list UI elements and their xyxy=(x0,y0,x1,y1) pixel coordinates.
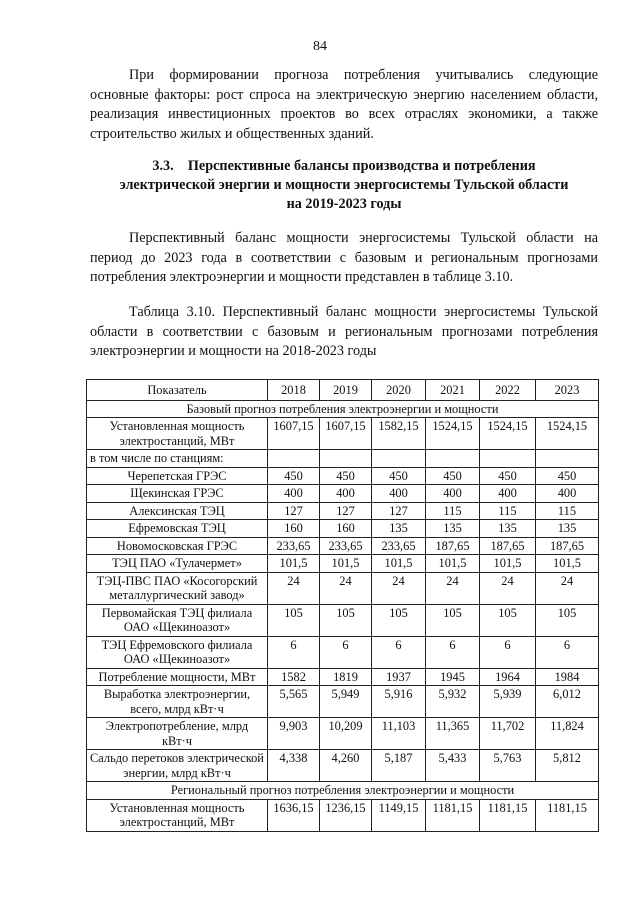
cell-value xyxy=(426,450,480,468)
cell-value: 127 xyxy=(268,502,320,520)
cell-value: 1964 xyxy=(480,668,536,686)
cell-value: 11,365 xyxy=(426,718,480,750)
cell-value: 4,338 xyxy=(268,750,320,782)
row-label: Щекинская ГРЭС xyxy=(87,485,268,503)
cell-value: 400 xyxy=(426,485,480,503)
column-header-year: 2020 xyxy=(372,380,426,401)
balance-paragraph: Перспективный баланс мощности энергосистемы Тульской области на период до 2023 года в соответствии с базовым и региональным прогнозами потребления электроэнергии и мощности представлен в таблице 3.10. xyxy=(90,230,598,285)
cell-value: 1181,15 xyxy=(536,799,599,831)
cell-value: 11,824 xyxy=(536,718,599,750)
table-caption: Таблица 3.10. Перспективный баланс мощности энергосистемы Тульской области в соответствии с базовым и региональным прогнозами потребления электроэнергии и мощности на 2018-2023 годы xyxy=(90,304,598,359)
cell-value xyxy=(268,450,320,468)
cell-value xyxy=(536,450,599,468)
cell-value: 24 xyxy=(268,572,320,604)
table-row xyxy=(87,537,599,555)
section-number: 3.3. xyxy=(152,158,174,174)
table-row xyxy=(87,502,599,520)
cell-value: 1582,15 xyxy=(372,418,426,450)
cell-value: 5,932 xyxy=(426,686,480,718)
balance-table xyxy=(86,379,599,832)
cell-value: 24 xyxy=(480,572,536,604)
row-label: в том числе по станциям: xyxy=(87,450,268,468)
cell-value: 127 xyxy=(320,502,372,520)
table-row xyxy=(87,572,599,604)
table-row xyxy=(87,467,599,485)
cell-value: 5,187 xyxy=(372,750,426,782)
cell-value: 101,5 xyxy=(372,555,426,573)
cell-value: 1819 xyxy=(320,668,372,686)
cell-value: 1524,15 xyxy=(426,418,480,450)
row-label: Алексинская ТЭЦ xyxy=(87,502,268,520)
cell-value: 24 xyxy=(372,572,426,604)
column-header-year: 2019 xyxy=(320,380,372,401)
section-heading xyxy=(90,157,598,214)
cell-value: 1937 xyxy=(372,668,426,686)
cell-value: 5,433 xyxy=(426,750,480,782)
cell-value: 11,103 xyxy=(372,718,426,750)
cell-value: 4,260 xyxy=(320,750,372,782)
cell-value: 450 xyxy=(536,467,599,485)
row-label: Сальдо перетоков электрической энергии, млрд кВт·ч xyxy=(87,750,268,782)
cell-value: 187,65 xyxy=(426,537,480,555)
table-row xyxy=(87,799,599,831)
cell-value: 105 xyxy=(480,604,536,636)
cell-value: 105 xyxy=(536,604,599,636)
cell-value: 1236,15 xyxy=(320,799,372,831)
cell-value: 450 xyxy=(320,467,372,485)
page-number: 84 xyxy=(313,39,327,54)
row-label: Потребление мощности, МВт xyxy=(87,668,268,686)
cell-value: 233,65 xyxy=(372,537,426,555)
cell-value: 11,702 xyxy=(480,718,536,750)
table-row xyxy=(87,636,599,668)
cell-value: 24 xyxy=(536,572,599,604)
cell-value: 1181,15 xyxy=(426,799,480,831)
cell-value: 6 xyxy=(268,636,320,668)
cell-value: 101,5 xyxy=(536,555,599,573)
cell-value: 1524,15 xyxy=(480,418,536,450)
table-row xyxy=(87,718,599,750)
heading-line-2: электрической энергии и мощности энергосистемы Тульской области xyxy=(119,177,569,193)
cell-value: 6 xyxy=(480,636,536,668)
table-row xyxy=(87,686,599,718)
cell-value: 101,5 xyxy=(480,555,536,573)
cell-value: 101,5 xyxy=(426,555,480,573)
cell-value: 24 xyxy=(426,572,480,604)
cell-value: 1636,15 xyxy=(268,799,320,831)
cell-value: 400 xyxy=(268,485,320,503)
cell-value: 1149,15 xyxy=(372,799,426,831)
row-label: Выработка электроэнергии, всего, млрд кВт·ч xyxy=(87,686,268,718)
section-title: Базовый прогноз потребления электроэнергии и мощности xyxy=(87,400,599,418)
column-header-year: 2022 xyxy=(480,380,536,401)
row-label: ТЭЦ-ПВС ПАО «Косогорский металлургический завод» xyxy=(87,572,268,604)
cell-value: 1181,15 xyxy=(480,799,536,831)
cell-value: 450 xyxy=(372,467,426,485)
cell-value: 1984 xyxy=(536,668,599,686)
cell-value: 400 xyxy=(536,485,599,503)
table-section-row xyxy=(87,400,599,418)
cell-value: 233,65 xyxy=(320,537,372,555)
table-row xyxy=(87,418,599,450)
cell-value: 105 xyxy=(268,604,320,636)
cell-value: 10,209 xyxy=(320,718,372,750)
row-label: Черепетская ГРЭС xyxy=(87,467,268,485)
cell-value: 1945 xyxy=(426,668,480,686)
column-header-year: 2023 xyxy=(536,380,599,401)
table-row xyxy=(87,450,599,468)
row-label: Установленная мощность электростанций, МВт xyxy=(87,418,268,450)
cell-value: 6 xyxy=(320,636,372,668)
cell-value: 101,5 xyxy=(320,555,372,573)
row-label: Новомосковская ГРЭС xyxy=(87,537,268,555)
cell-value: 6 xyxy=(536,636,599,668)
cell-value xyxy=(320,450,372,468)
cell-value: 24 xyxy=(320,572,372,604)
cell-value: 187,65 xyxy=(536,537,599,555)
cell-value: 5,565 xyxy=(268,686,320,718)
table-row xyxy=(87,485,599,503)
cell-value: 160 xyxy=(320,520,372,538)
table-row xyxy=(87,750,599,782)
cell-value: 1582 xyxy=(268,668,320,686)
row-label: Первомайская ТЭЦ филиала ОАО «Щекиноазот» xyxy=(87,604,268,636)
heading-line-3: на 2019-2023 годы xyxy=(286,196,402,212)
cell-value: 5,763 xyxy=(480,750,536,782)
table-row xyxy=(87,604,599,636)
cell-value: 400 xyxy=(320,485,372,503)
cell-value: 1607,15 xyxy=(268,418,320,450)
table-row xyxy=(87,668,599,686)
cell-value: 1607,15 xyxy=(320,418,372,450)
table-row xyxy=(87,555,599,573)
row-label: Установленная мощность электростанций, МВт xyxy=(87,799,268,831)
cell-value: 135 xyxy=(426,520,480,538)
cell-value: 5,949 xyxy=(320,686,372,718)
intro-paragraph: При формировании прогноза потребления учитывались следующие основные факторы: рост спроса на электрическую энергию населением области, реализация инвестиционных проектов во всех отраслях экономики, а также строительство жилых и общественных зданий. xyxy=(90,67,598,142)
cell-value: 450 xyxy=(480,467,536,485)
cell-value xyxy=(372,450,426,468)
row-label: Ефремовская ТЭЦ xyxy=(87,520,268,538)
cell-value: 115 xyxy=(480,502,536,520)
cell-value: 160 xyxy=(268,520,320,538)
table-header-row xyxy=(87,380,599,401)
row-label: Электропотребление, млрд кВт·ч xyxy=(87,718,268,750)
cell-value: 105 xyxy=(372,604,426,636)
row-label: ТЭЦ ПАО «Тулачермет» xyxy=(87,555,268,573)
cell-value: 105 xyxy=(320,604,372,636)
cell-value: 135 xyxy=(372,520,426,538)
cell-value: 5,812 xyxy=(536,750,599,782)
column-header-year: 2021 xyxy=(426,380,480,401)
cell-value: 400 xyxy=(372,485,426,503)
cell-value: 115 xyxy=(426,502,480,520)
cell-value: 101,5 xyxy=(268,555,320,573)
cell-value: 1524,15 xyxy=(536,418,599,450)
cell-value: 127 xyxy=(372,502,426,520)
cell-value: 6,012 xyxy=(536,686,599,718)
table-row xyxy=(87,520,599,538)
cell-value: 135 xyxy=(480,520,536,538)
cell-value: 187,65 xyxy=(480,537,536,555)
cell-value: 135 xyxy=(536,520,599,538)
cell-value: 115 xyxy=(536,502,599,520)
heading-line-1: Перспективные балансы производства и потребления xyxy=(187,158,536,174)
column-header-indicator: Показатель xyxy=(87,380,268,401)
cell-value xyxy=(480,450,536,468)
section-title: Региональный прогноз потребления электроэнергии и мощности xyxy=(87,782,599,800)
cell-value: 450 xyxy=(268,467,320,485)
cell-value: 6 xyxy=(426,636,480,668)
cell-value: 450 xyxy=(426,467,480,485)
cell-value: 105 xyxy=(426,604,480,636)
cell-value: 233,65 xyxy=(268,537,320,555)
cell-value: 5,916 xyxy=(372,686,426,718)
table-section-row xyxy=(87,782,599,800)
row-label: ТЭЦ Ефремовского филиала ОАО «Щекиноазот» xyxy=(87,636,268,668)
cell-value: 9,903 xyxy=(268,718,320,750)
cell-value: 6 xyxy=(372,636,426,668)
cell-value: 400 xyxy=(480,485,536,503)
column-header-year: 2018 xyxy=(268,380,320,401)
cell-value: 5,939 xyxy=(480,686,536,718)
